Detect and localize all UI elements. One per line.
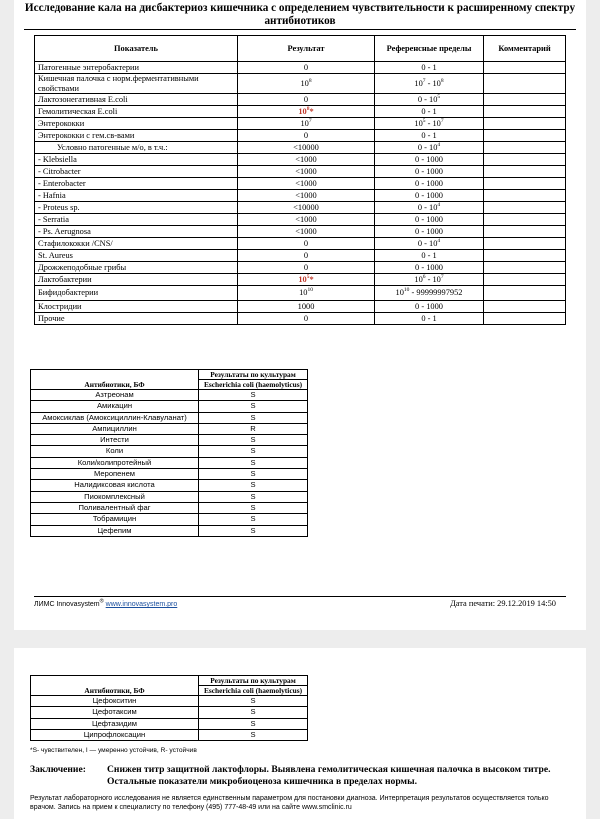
- antibiotic-row: [31, 718, 308, 729]
- antibiotic-name: Цефепим: [31, 525, 199, 536]
- comment-cell: [484, 226, 566, 238]
- comment-cell: [484, 94, 566, 106]
- reference-range: [375, 106, 484, 118]
- antibiotic-row: [31, 446, 308, 457]
- reference-base: 0 - 10: [417, 142, 438, 152]
- results-row: [35, 74, 566, 94]
- result-text: <10000: [293, 142, 319, 152]
- reference-exponent: 5: [437, 94, 441, 101]
- reference-exponent-upper: 7: [440, 274, 444, 281]
- reference-base: 0 - 10: [417, 94, 438, 104]
- sensitivity-value: S: [199, 707, 308, 718]
- indicator-name: - Citrobacter: [35, 166, 238, 178]
- result-value: [238, 166, 375, 178]
- result-flag: *: [309, 106, 314, 116]
- antibiotic-name: Амикацин: [31, 401, 199, 412]
- result-text: <1000: [295, 214, 317, 224]
- reference-range: [375, 202, 484, 214]
- result-text: 0: [303, 262, 309, 272]
- abx-header-row-1: [31, 370, 308, 380]
- indicator-name: Лактозонегативная E.coli: [35, 94, 238, 106]
- reference-range: [375, 62, 484, 74]
- result-text: 0: [303, 313, 309, 323]
- footer-divider: [34, 596, 566, 597]
- indicator-name: - Hafnia: [35, 190, 238, 202]
- results-row: [35, 62, 566, 74]
- reference-range: [375, 286, 484, 301]
- result-power: [298, 107, 313, 116]
- antibiotic-table-2-body: [31, 696, 308, 741]
- result-text: 0: [303, 130, 309, 140]
- indicator-name: - Serratia: [35, 214, 238, 226]
- reference-text: 0 - 1: [421, 130, 437, 140]
- sensitivity-value: S: [199, 525, 308, 536]
- reference-exponent: 4: [437, 238, 441, 245]
- reference-text: 0 - 1000: [415, 190, 443, 200]
- reference-text: 0 - 1: [421, 250, 437, 260]
- comment-cell: [484, 178, 566, 190]
- antibiotic-row: [31, 729, 308, 740]
- header-reference: Референсные пределы: [375, 36, 484, 62]
- results-row: [35, 130, 566, 142]
- result-value: [238, 202, 375, 214]
- reference-text: 0 - 1: [421, 62, 437, 72]
- header-result: Результат: [238, 36, 375, 62]
- result-power: [298, 275, 313, 284]
- reference-range: [375, 313, 484, 325]
- reference-range: [375, 190, 484, 202]
- antibiotic-row: [31, 514, 308, 525]
- reference-mid: - 10: [425, 78, 441, 88]
- reference-mid: - 99999997952: [409, 288, 463, 298]
- result-value: [238, 142, 375, 154]
- report-page-1: [14, 0, 586, 630]
- reference-text: 0 - 1: [421, 106, 437, 116]
- antibiotic-table-2: [30, 675, 308, 741]
- sensitivity-value: S: [199, 502, 308, 513]
- comment-cell: [484, 166, 566, 178]
- result-text: <10000: [293, 202, 319, 212]
- comment-cell: [484, 154, 566, 166]
- result-exponent: 8: [308, 78, 312, 84]
- antibiotic-row: [31, 469, 308, 480]
- result-text: <1000: [295, 178, 317, 188]
- indicator-name: - Klebsiella: [35, 154, 238, 166]
- results-row: [35, 238, 566, 250]
- reference-base: 0 - 10: [417, 238, 438, 248]
- indicator-name: Гемолитическая E.coli: [35, 106, 238, 118]
- reference-base: 10: [414, 118, 423, 128]
- sensitivity-value: S: [199, 401, 308, 412]
- comment-cell: [484, 62, 566, 74]
- reference-exponent: 4: [437, 202, 441, 209]
- result-power: [300, 119, 311, 128]
- lims-name: ЛИМС Innovasystem: [34, 601, 100, 608]
- indicator-name: Патогенные энтеробактерии: [35, 62, 238, 74]
- sensitivity-value: S: [199, 469, 308, 480]
- result-value: [238, 313, 375, 325]
- sensitivity-value: S: [199, 480, 308, 491]
- comment-cell: [484, 313, 566, 325]
- result-value: [238, 94, 375, 106]
- conclusion-label: Заключение:: [30, 764, 86, 775]
- reference-range: [375, 301, 484, 313]
- reference-range: [375, 118, 484, 130]
- result-base: 10: [298, 106, 307, 116]
- result-value: [238, 62, 375, 74]
- reference-text: 0 - 1000: [415, 166, 443, 176]
- header-indicator: Показатель: [35, 36, 238, 62]
- reference-exponent: 7: [422, 78, 426, 84]
- reference-text: 0 - 1000: [415, 262, 443, 272]
- reference-exponent: 6: [422, 274, 426, 281]
- results-row: [35, 118, 566, 130]
- abx2-header-results: Результаты по культурам: [199, 676, 308, 686]
- comment-cell: [484, 286, 566, 301]
- comment-cell: [484, 274, 566, 286]
- abx-header-culture: Escherichia coli (haemolyticus): [199, 380, 308, 390]
- sensitivity-value: S: [199, 446, 308, 457]
- comment-cell: [484, 262, 566, 274]
- reference-text: 0 - 1000: [415, 154, 443, 164]
- antibiotic-name: Ципрофлоксацин: [31, 729, 199, 740]
- result-base: 10: [300, 118, 309, 128]
- antibiotic-name: Тобрамицин: [31, 514, 199, 525]
- result-value: [238, 226, 375, 238]
- antibiotic-row: [31, 435, 308, 446]
- antibiotic-name: Меропенем: [31, 469, 199, 480]
- sensitivity-value: S: [199, 390, 308, 401]
- reference-range: [375, 94, 484, 106]
- antibiotic-name: Цефотаксим: [31, 707, 199, 718]
- sensitivity-value: R: [199, 423, 308, 434]
- result-flag: *: [309, 274, 314, 284]
- reference-base: 10: [395, 288, 404, 298]
- result-value: [238, 118, 375, 130]
- reference-text: 0 - 1000: [415, 226, 443, 236]
- reference-range: [375, 262, 484, 274]
- conclusion-text: Снижен титр защитной лактофлоры. Выявлена гемолитическая кишечная палочка в высоком титре. Остальные показатели микробиоценоза кишечника в пределах нормы.: [107, 764, 551, 787]
- indicator-name: Лактобактерии: [35, 274, 238, 286]
- result-base: 10: [298, 274, 307, 284]
- reference-mid: - 10: [425, 274, 441, 284]
- reference-range: [375, 142, 484, 154]
- results-row: [35, 301, 566, 313]
- reference-range: [375, 154, 484, 166]
- indicator-name: Энтерококки с гем.св-вами: [35, 130, 238, 142]
- indicator-name: Энтерококки: [35, 118, 238, 130]
- reference-text: 0 - 1000: [415, 214, 443, 224]
- abx-header-results: Результаты по культурам: [199, 370, 308, 380]
- result-value: [238, 106, 375, 118]
- antibiotic-name: Азтреонам: [31, 390, 199, 401]
- comment-cell: [484, 202, 566, 214]
- reference-exponent-upper: 8: [440, 78, 444, 84]
- results-row: [35, 178, 566, 190]
- comment-cell: [484, 214, 566, 226]
- result-text: <1000: [295, 154, 317, 164]
- reference-range: [375, 214, 484, 226]
- reference-text: 0 - 1000: [415, 178, 443, 188]
- antibiotic-name: Цефтазидим: [31, 718, 199, 729]
- result-value: [238, 190, 375, 202]
- results-row: [35, 94, 566, 106]
- indicator-name: St. Aureus: [35, 250, 238, 262]
- results-table: [34, 35, 566, 325]
- reference-range: [375, 74, 484, 94]
- antibiotic-row: [31, 502, 308, 513]
- reference-base: 10: [414, 274, 423, 284]
- result-text: 1000: [297, 301, 315, 311]
- result-text: <1000: [295, 190, 317, 200]
- result-text: 0: [303, 250, 309, 260]
- results-row: [35, 262, 566, 274]
- lims-footer: [34, 598, 178, 608]
- sensitivity-value: S: [199, 457, 308, 468]
- indicator-name: Клостридии: [35, 301, 238, 313]
- result-exponent: 8: [306, 106, 310, 113]
- reference-range: [375, 274, 484, 286]
- sensitivity-value: S: [199, 729, 308, 740]
- results-row: [35, 313, 566, 325]
- results-row: [35, 106, 566, 118]
- indicator-name: Дрожжеподобные грибы: [35, 262, 238, 274]
- reference-range: [375, 226, 484, 238]
- comment-cell: [484, 118, 566, 130]
- results-row: [35, 226, 566, 238]
- result-base: 10: [300, 78, 309, 88]
- report-page-2: [14, 648, 586, 819]
- sensitivity-value: S: [199, 514, 308, 525]
- indicator-name: Кишечная палочка с норм.ферментативными свойствами: [35, 74, 238, 94]
- reference-exponent-upper: 7: [440, 118, 444, 125]
- indicator-name: Прочие: [35, 313, 238, 325]
- antibiotic-name: Налидиксовая кислота: [31, 480, 199, 491]
- reference-text: 0 - 1: [421, 313, 437, 323]
- result-value: [238, 286, 375, 301]
- comment-cell: [484, 190, 566, 202]
- result-text: <1000: [295, 166, 317, 176]
- abx2-header-culture: Escherichia coli (haemolyticus): [199, 686, 308, 696]
- antibiotic-row: [31, 707, 308, 718]
- reference-exponent: 4: [437, 142, 441, 149]
- indicator-name: - Proteus sp.: [35, 202, 238, 214]
- result-text: 0: [303, 94, 309, 104]
- reference-range: [375, 130, 484, 142]
- result-value: [238, 74, 375, 94]
- sensitivity-value: S: [199, 435, 308, 446]
- reference-base: 10: [414, 78, 423, 88]
- result-value: [238, 214, 375, 226]
- result-value: [238, 262, 375, 274]
- comment-cell: [484, 130, 566, 142]
- antibiotic-name: Амоксиклав (Амоксициллин-Клавуланат): [31, 412, 199, 423]
- reference-base: 0 - 10: [417, 202, 438, 212]
- abx-header-name: Антибиотики, БФ: [31, 370, 199, 390]
- antibiotic-table-1: [30, 369, 308, 537]
- result-exponent: 5: [306, 274, 310, 281]
- result-exponent: 10: [307, 287, 313, 294]
- sensitivity-value: S: [199, 412, 308, 423]
- antibiotic-row: [31, 457, 308, 468]
- disclaimer: Результат лабораторного исследования не является единственным параметром для постановки диагноза. Интерпретация результатов осуществляется только врачом. Запись на прием к специалисту по телефону (495) 777-48-49 или на сайте www.smclinic.ru: [30, 795, 549, 811]
- antibiotic-row: [31, 401, 308, 412]
- antibiotic-table-1-body: [31, 390, 308, 537]
- antibiotic-row: [31, 491, 308, 502]
- indicator-name: Условно патогенные м/о, в т.ч.:: [35, 142, 238, 154]
- report-title: Исследование кала на дисбактериоз кишечника с определением чувствительности к расширенному спектру антибиотиков: [24, 2, 576, 30]
- sensitivity-legend: *S- чувствителен, I — умеренно устойчив, R- устойчив: [30, 747, 197, 754]
- antibiotic-name: Коли: [31, 446, 199, 457]
- antibiotic-row: [31, 412, 308, 423]
- reference-range: [375, 178, 484, 190]
- result-text: 0: [303, 238, 309, 248]
- indicator-name: - Ps. Aerugnosa: [35, 226, 238, 238]
- antibiotic-row: [31, 525, 308, 536]
- results-row: [35, 154, 566, 166]
- abx2-header-row-1: [31, 676, 308, 686]
- results-table-body: [35, 62, 566, 325]
- antibiotic-row: [31, 423, 308, 434]
- indicator-name: Стафилококки /CNS/: [35, 238, 238, 250]
- antibiotic-row: [31, 696, 308, 707]
- antibiotic-row: [31, 390, 308, 401]
- antibiotic-row: [31, 480, 308, 491]
- result-value: [238, 238, 375, 250]
- reference-text: 0 - 1000: [415, 301, 443, 311]
- results-row: [35, 202, 566, 214]
- result-value: [238, 154, 375, 166]
- result-exponent: 7: [308, 118, 312, 125]
- registered-mark: ®: [99, 598, 104, 605]
- result-text: <1000: [295, 226, 317, 236]
- results-row: [35, 274, 566, 286]
- reference-exponent: 10: [403, 287, 410, 294]
- result-value: [238, 301, 375, 313]
- indicator-name: Бифидобактерии: [35, 286, 238, 301]
- comment-cell: [484, 142, 566, 154]
- comment-cell: [484, 74, 566, 94]
- abx2-header-name: Антибиотики, БФ: [31, 676, 199, 696]
- antibiotic-name: Цефокситин: [31, 696, 199, 707]
- antibiotic-name: Коли/колипротейный: [31, 457, 199, 468]
- antibiotic-name: Интести: [31, 435, 199, 446]
- result-power: [300, 79, 311, 88]
- sensitivity-value: S: [199, 696, 308, 707]
- result-value: [238, 250, 375, 262]
- indicator-name: - Enterobacter: [35, 178, 238, 190]
- comment-cell: [484, 301, 566, 313]
- sensitivity-value: S: [199, 491, 308, 502]
- results-row: [35, 190, 566, 202]
- result-value: [238, 178, 375, 190]
- results-row: [35, 142, 566, 154]
- reference-range: [375, 238, 484, 250]
- antibiotic-name: Поливалентный фаг: [31, 502, 199, 513]
- result-value: [238, 274, 375, 286]
- results-row: [35, 250, 566, 262]
- results-table-header: [35, 36, 566, 62]
- comment-cell: [484, 106, 566, 118]
- comment-cell: [484, 250, 566, 262]
- result-base: 10: [299, 288, 308, 298]
- reference-exponent: 5: [422, 118, 426, 125]
- results-row: [35, 166, 566, 178]
- results-row: [35, 214, 566, 226]
- antibiotic-name: Пиокомплексный: [31, 491, 199, 502]
- reference-range: [375, 250, 484, 262]
- result-text: 0: [303, 62, 309, 72]
- result-power: [299, 288, 313, 297]
- result-value: [238, 130, 375, 142]
- comment-cell: [484, 238, 566, 250]
- reference-mid: - 10: [425, 118, 441, 128]
- results-row: [35, 286, 566, 301]
- print-date: Дата печати: 29.12.2019 14:50: [450, 599, 556, 608]
- antibiotic-name: Ампициллин: [31, 423, 199, 434]
- header-comment: Комментарий: [484, 36, 566, 62]
- sensitivity-value: S: [199, 718, 308, 729]
- reference-range: [375, 166, 484, 178]
- lims-link[interactable]: www.innovasystem.pro: [105, 601, 178, 608]
